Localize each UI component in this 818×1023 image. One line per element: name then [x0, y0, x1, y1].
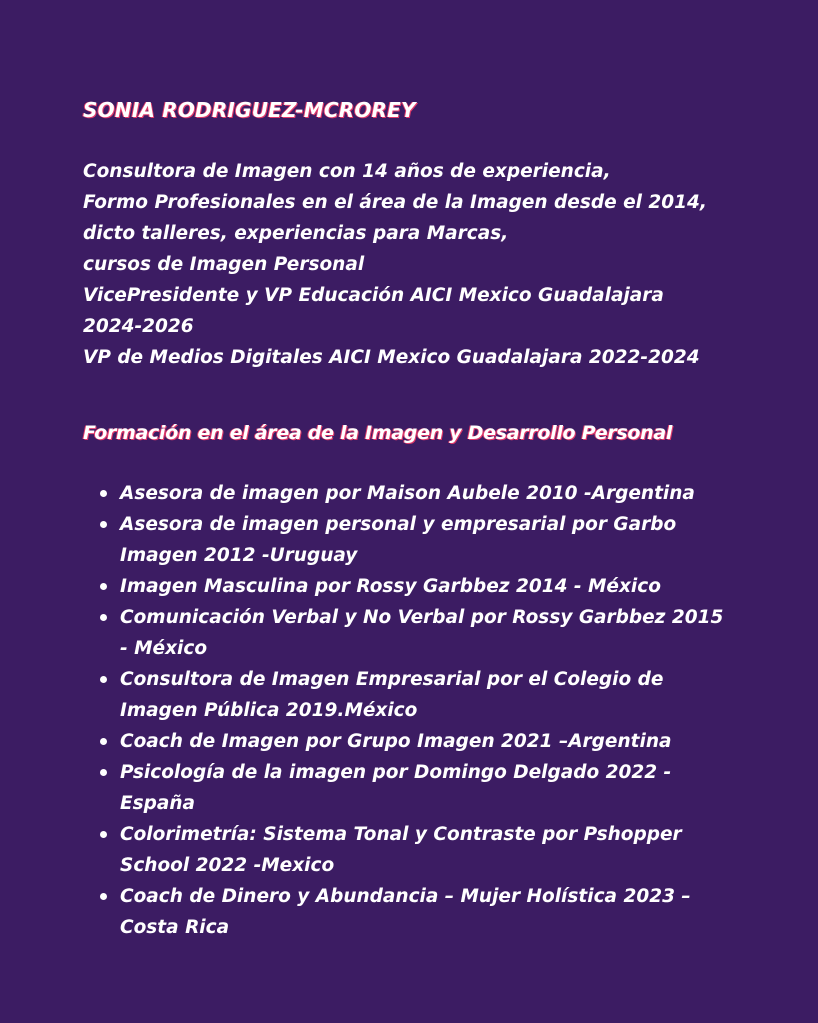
bullet-icon: [100, 521, 107, 528]
training-item: [83, 881, 763, 943]
bio-line: VP de Medios Digitales AICI Mexico Guadalajara 2022-2024: [83, 347, 700, 368]
training-item-line: Colorimetría: Sistema Tonal y Contraste por Pshopper: [120, 824, 682, 845]
training-item-line: Imagen 2012 -Uruguay: [120, 545, 358, 566]
training-item-line: Asesora de imagen por Maison Aubele 2010 -Argentina: [120, 483, 695, 504]
training-item: [83, 509, 763, 571]
bullet-icon: [100, 893, 107, 900]
training-item-line: Comunicación Verbal y No Verbal por Rossy Garbbez 2015: [120, 607, 724, 628]
training-item-line: Imagen Masculina por Rossy Garbbez 2014 - México: [120, 576, 661, 597]
training-item: [83, 757, 763, 819]
bullet-icon: [100, 614, 107, 621]
bio-line: dicto talleres, experiencias para Marcas,: [83, 223, 509, 244]
training-item: [83, 664, 763, 726]
bio-line: 2024-2026: [83, 316, 194, 337]
training-item: [83, 478, 763, 509]
bio-line: Consultora de Imagen con 14 años de experiencia,: [83, 161, 611, 182]
training-item-line: Imagen Pública 2019.México: [120, 700, 418, 721]
training-item-line: Asesora de imagen personal y empresarial por Garbo: [120, 514, 677, 535]
training-item: [83, 726, 763, 757]
bio-line: VicePresidente y VP Educación AICI Mexico Guadalajara: [83, 285, 664, 306]
training-item-line: España: [120, 793, 196, 814]
training-item: [83, 571, 763, 602]
training-item: [83, 819, 763, 881]
bio-line: Formo Profesionales en el área de la Imagen desde el 2014,: [83, 192, 707, 213]
bullet-icon: [100, 738, 107, 745]
training-item-line: Psicología de la imagen por Domingo Delgado 2022 -: [120, 762, 672, 783]
training-heading: Formación en el área de la Imagen y Desarrollo Personal: [83, 422, 673, 444]
training-item-line: Consultora de Imagen Empresarial por el Colegio de: [120, 669, 664, 690]
bio-block: [83, 156, 763, 373]
training-item-line: School 2022 -Mexico: [120, 855, 335, 876]
training-item-line: - México: [120, 638, 208, 659]
training-list: [83, 478, 763, 943]
profile-name: SONIA RODRIGUEZ-MCROREY: [83, 98, 416, 122]
training-item-line: Coach de Dinero y Abundancia – Mujer Holística 2023 –: [120, 886, 691, 907]
bullet-icon: [100, 831, 107, 838]
training-item: [83, 602, 763, 664]
bullet-icon: [100, 676, 107, 683]
bullet-icon: [100, 769, 107, 776]
bullet-icon: [100, 490, 107, 497]
bullet-icon: [100, 583, 107, 590]
bio-line: cursos de Imagen Personal: [83, 254, 365, 275]
training-item-line: Coach de Imagen por Grupo Imagen 2021 –Argentina: [120, 731, 672, 752]
training-item-line: Costa Rica: [120, 917, 230, 938]
